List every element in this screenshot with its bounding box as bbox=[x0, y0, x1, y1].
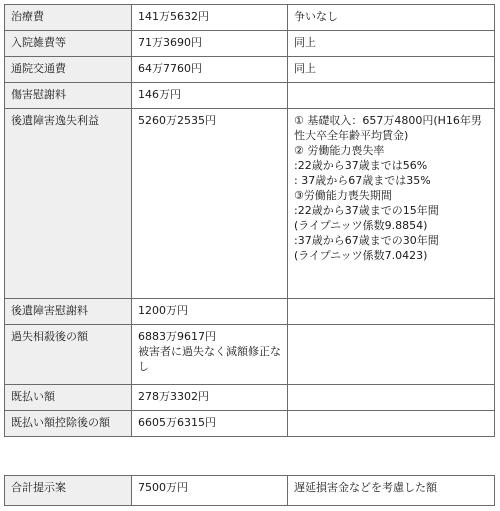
row-label: 既払い額控除後の額 bbox=[5, 411, 132, 437]
row-label: 後遺障害慰謝料 bbox=[5, 299, 132, 325]
amount-line: 64万7760円 bbox=[138, 62, 202, 75]
row-amount bbox=[132, 299, 288, 325]
row-label: 後遺障害逸失利益 bbox=[5, 109, 132, 299]
row-note bbox=[288, 31, 495, 57]
table-row bbox=[5, 411, 495, 437]
row-amount bbox=[132, 325, 288, 385]
note-line: 同上 bbox=[294, 62, 316, 75]
row-amount bbox=[132, 31, 288, 57]
note-line: ① 基礎収入：657万4800円(H16年男性大卒全年齢平均賃金) bbox=[294, 114, 482, 142]
table-row bbox=[5, 385, 495, 411]
row-amount bbox=[132, 5, 288, 31]
note-line: (ライプニッツ係数9.8854) bbox=[294, 219, 428, 232]
amount-line: 146万円 bbox=[138, 88, 181, 101]
table-row bbox=[5, 299, 495, 325]
row-amount bbox=[132, 83, 288, 109]
total-row bbox=[5, 476, 495, 506]
row-note bbox=[288, 57, 495, 83]
table-row bbox=[5, 31, 495, 57]
row-note bbox=[288, 299, 495, 325]
row-label: 治療費 bbox=[5, 5, 132, 31]
row-note bbox=[288, 325, 495, 385]
total-note: 遅延損害金などを考慮した額 bbox=[288, 476, 495, 506]
table-row bbox=[5, 5, 495, 31]
row-note bbox=[288, 83, 495, 109]
amount-line: 6605万6315円 bbox=[138, 416, 216, 429]
amount-line: 1200万円 bbox=[138, 304, 188, 317]
amount-line: 5260万2535円 bbox=[138, 114, 216, 127]
amount-line: 278万3302円 bbox=[138, 390, 209, 403]
amount-line: 141万5632円 bbox=[138, 10, 209, 23]
note-line: ② 労働能力喪失率 bbox=[294, 144, 385, 157]
row-label: 通院交通費 bbox=[5, 57, 132, 83]
note-line: :22歳から37歳までの15年間 bbox=[294, 204, 439, 217]
table-row bbox=[5, 109, 495, 299]
amount-line: 6883万9617円 bbox=[138, 330, 216, 343]
row-amount bbox=[132, 411, 288, 437]
row-amount bbox=[132, 109, 288, 299]
note-line: (ライプニッツ係数7.0423) bbox=[294, 249, 428, 262]
row-amount bbox=[132, 57, 288, 83]
row-amount bbox=[132, 385, 288, 411]
note-line: :37歳から67歳までの30年間 bbox=[294, 234, 439, 247]
damages-table bbox=[4, 4, 495, 437]
note-line: : 37歳から67歳までは35% bbox=[294, 174, 431, 187]
table-row bbox=[5, 83, 495, 109]
amount-line: 被害者に過失なく減額修正なし bbox=[138, 345, 281, 373]
row-label: 既払い額 bbox=[5, 385, 132, 411]
table-row bbox=[5, 57, 495, 83]
damages-table-body bbox=[5, 5, 495, 437]
row-note bbox=[288, 411, 495, 437]
total-amount: 7500万円 bbox=[132, 476, 288, 506]
row-label: 入院雑費等 bbox=[5, 31, 132, 57]
amount-line: 71万3690円 bbox=[138, 36, 202, 49]
total-label: 合計提示案 bbox=[5, 476, 132, 506]
note-line: :22歳から37歳までは56% bbox=[294, 159, 428, 172]
row-note bbox=[288, 385, 495, 411]
total-table bbox=[4, 475, 495, 506]
note-line: 同上 bbox=[294, 36, 316, 49]
note-line: 争いなし bbox=[294, 10, 338, 23]
row-note bbox=[288, 5, 495, 31]
row-label: 過失相殺後の額 bbox=[5, 325, 132, 385]
note-line: ③労働能力喪失期間 bbox=[294, 189, 392, 202]
row-label: 傷害慰謝料 bbox=[5, 83, 132, 109]
row-note bbox=[288, 109, 495, 299]
table-row bbox=[5, 325, 495, 385]
